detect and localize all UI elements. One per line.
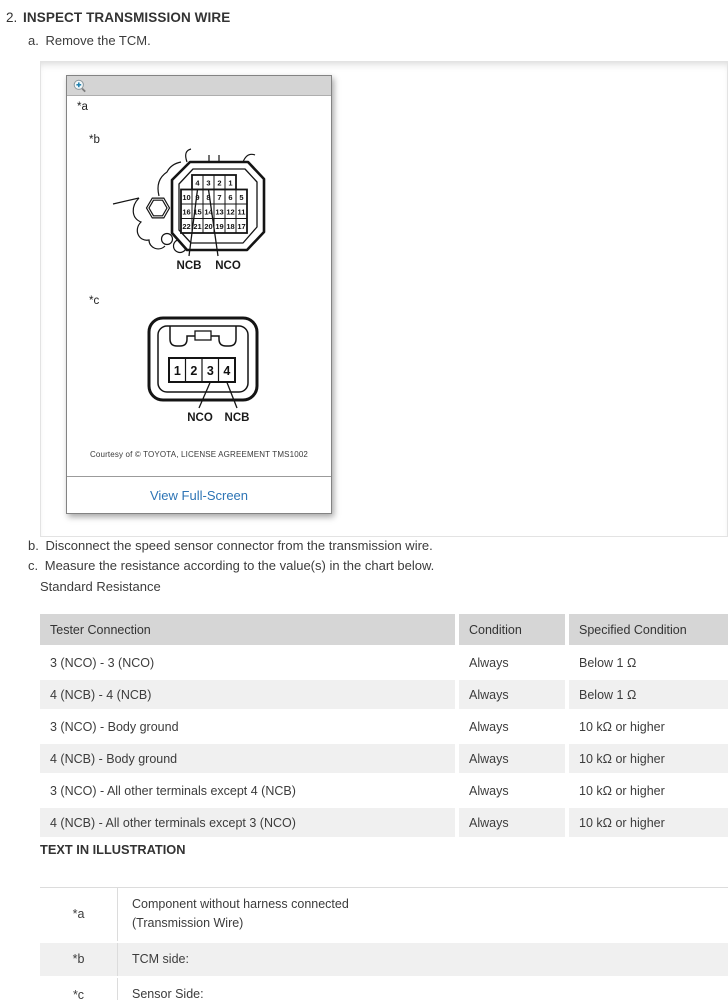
pin-label: 4 bbox=[223, 364, 231, 378]
pin-label: 22 bbox=[182, 222, 191, 231]
table-cell: Always bbox=[459, 680, 565, 709]
pin-label: 2 bbox=[190, 364, 198, 378]
legend-row-c bbox=[40, 978, 728, 1000]
table-cell: 10 kΩ or higher bbox=[569, 712, 728, 741]
standard-resistance-label: Standard Resistance bbox=[40, 579, 161, 594]
table-cell: 4 (NCB) - All other terminals except 3 (NCO) bbox=[40, 808, 455, 837]
column-header-specified-condition: Specified Condition bbox=[569, 614, 728, 645]
tcm-callout-ncb: NCB bbox=[176, 260, 202, 272]
table-cell: 4 (NCB) - Body ground bbox=[40, 744, 455, 773]
step-a-prefix: a. bbox=[28, 33, 39, 48]
table-cell: Always bbox=[459, 808, 565, 837]
zoom-in-icon[interactable] bbox=[72, 78, 87, 93]
table-cell: 3 (NCO) - All other terminals except 4 (NCB) bbox=[40, 776, 455, 805]
table-cell: 10 kΩ or higher bbox=[569, 776, 728, 805]
step-b bbox=[28, 538, 433, 553]
pin-label: 9 bbox=[195, 193, 200, 202]
figure-image bbox=[67, 96, 331, 476]
table-cell: 4 (NCB) - 4 (NCB) bbox=[40, 680, 455, 709]
column-header-condition: Condition bbox=[459, 614, 565, 645]
pin-label: 13 bbox=[215, 207, 224, 217]
pin-label: 17 bbox=[237, 222, 246, 231]
pin-label: 20 bbox=[204, 222, 213, 231]
pin-label: 4 bbox=[195, 178, 200, 188]
legend-value: Sensor Side: bbox=[132, 987, 204, 1000]
figure-label-a: *a bbox=[77, 101, 88, 113]
figure-card bbox=[66, 75, 332, 514]
pin-label: 5 bbox=[239, 193, 244, 202]
step-b-prefix: b. bbox=[28, 538, 39, 553]
legend-value bbox=[118, 888, 349, 941]
legend-row-a bbox=[40, 888, 728, 941]
text-in-illustration-heading: TEXT IN ILLUSTRATION bbox=[40, 842, 186, 857]
table-cell: Below 1 Ω bbox=[569, 680, 728, 709]
pin-label: 21 bbox=[193, 222, 202, 231]
table-cell: Always bbox=[459, 648, 565, 677]
figure-label-b: *b bbox=[89, 134, 100, 146]
table-cell: Always bbox=[459, 744, 565, 773]
column-header-tester-connection: Tester Connection bbox=[40, 614, 455, 645]
pin-label: 6 bbox=[228, 193, 233, 202]
pin-label: 18 bbox=[226, 222, 235, 231]
table-cell: Always bbox=[459, 776, 565, 805]
pin-label: 2 bbox=[217, 178, 222, 188]
pin-label: 3 bbox=[206, 364, 214, 378]
table-cell: Always bbox=[459, 712, 565, 741]
pin-label: 3 bbox=[206, 178, 211, 188]
tcm-callout-nco: NCO bbox=[215, 260, 241, 272]
illustration-legend-table bbox=[40, 887, 728, 1000]
tcm-connector-diagram bbox=[97, 140, 297, 275]
table-cell: 3 (NCO) - 3 (NCO) bbox=[40, 648, 455, 677]
step-c-prefix: c. bbox=[28, 558, 39, 573]
step-a bbox=[28, 33, 151, 48]
pin-label: 15 bbox=[193, 207, 202, 217]
step-a-text: Remove the TCM. bbox=[45, 33, 151, 48]
figure-footer bbox=[67, 476, 331, 513]
step-b-text: Disconnect the speed sensor connector from the transmission wire. bbox=[45, 538, 433, 553]
pin-label: 8 bbox=[206, 193, 211, 202]
section-title: INSPECT TRANSMISSION WIRE bbox=[23, 10, 231, 25]
section-heading bbox=[6, 10, 230, 25]
legend-value-line: (Transmission Wire) bbox=[132, 916, 244, 931]
legend-row-b bbox=[40, 941, 728, 978]
table-cell: 10 kΩ or higher bbox=[569, 744, 728, 773]
pin-label: 7 bbox=[217, 193, 222, 202]
legend-key: *b bbox=[40, 943, 118, 976]
table-cell: 3 (NCO) - Body ground bbox=[40, 712, 455, 741]
courtesy-text: Courtesy of © TOYOTA, LICENSE AGREEMENT TMS1002 bbox=[89, 450, 309, 459]
pin-label: 11 bbox=[237, 207, 246, 217]
legend-value: TCM side: bbox=[132, 951, 189, 966]
legend-key: *a bbox=[40, 888, 118, 941]
sensor-callout-nco: NCO bbox=[187, 412, 213, 424]
figure-panel bbox=[40, 61, 728, 537]
legend-value-line: Component without harness connected bbox=[132, 897, 349, 911]
step-c bbox=[28, 558, 434, 573]
sensor-connector-diagram bbox=[67, 308, 333, 428]
figure-toolbar bbox=[67, 76, 331, 96]
step-c-text: Measure the resistance according to the value(s) in the chart below. bbox=[44, 558, 435, 573]
pin-label: 16 bbox=[182, 207, 191, 217]
table-cell: Below 1 Ω bbox=[569, 648, 728, 677]
view-fullscreen-link[interactable]: View Full-Screen bbox=[149, 487, 249, 503]
pin-label: 19 bbox=[215, 222, 224, 231]
pin-label: 1 bbox=[173, 364, 181, 378]
pin-label: 14 bbox=[204, 207, 213, 217]
resistance-table bbox=[40, 614, 728, 837]
pin-label: 1 bbox=[228, 178, 233, 188]
table-cell: 10 kΩ or higher bbox=[569, 808, 728, 837]
legend-key: *c bbox=[40, 978, 118, 1000]
sensor-callout-ncb: NCB bbox=[224, 412, 250, 424]
pin-label: 12 bbox=[226, 207, 235, 217]
pin-label: 10 bbox=[182, 193, 191, 202]
section-number: 2. bbox=[6, 10, 18, 25]
figure-label-c: *c bbox=[89, 295, 100, 307]
